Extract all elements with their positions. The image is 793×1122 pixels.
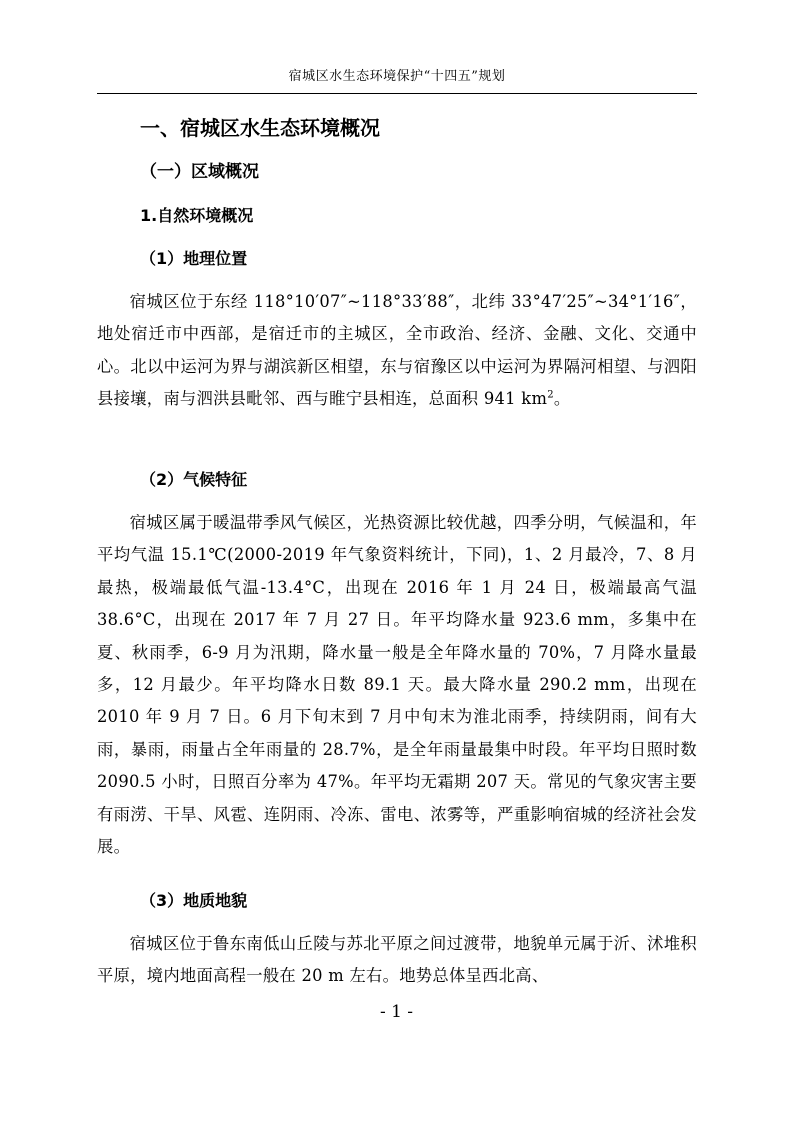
geography-heading: （1）地理位置 <box>140 249 248 268</box>
geology-paragraph: 宿城区位于鲁东南低山丘陵与苏北平原之间过渡带，地貌单元属于沂、沭堆积平原，境内地面高程一般在 20 m 左右。地势总体呈西北高、 <box>97 934 697 986</box>
climate-heading: （2）气候特征 <box>140 470 248 489</box>
running-header: 宿城区水生态环境保护“十四五”规划 <box>288 69 506 84</box>
chapter-heading: 一、宿城区水生态环境概况 <box>140 116 380 140</box>
page-number: - 1 - <box>379 1002 414 1022</box>
header-divider <box>97 93 697 94</box>
geography-tail: 。 <box>553 389 571 409</box>
area-superscript: 2 <box>547 389 554 401</box>
geology-heading: （3）地质地貌 <box>140 891 248 910</box>
climate-paragraph: 宿城区属于暖温带季风气候区，光热资源比较优越，四季分明，气候温和，年平均气温 15.1℃(2000-2019 年气象资料统计，下同)，1、2 月最冷，7、8 月最热，极端最低气温-13.4°C，出现在 2016 年 1 月 24 日，极端最高气温 38.6°C，出现在 2017 年 7 月 27 日。年平均降水量 923.6 mm，多集中在夏、秋雨季，6-9 月为汛期，降水量一般是全年降水量的 70%，7 月降水量最多，12 月最少。年平均降水日数 89.1 天。最大降水量 290.2 mm，出现在 2010 年 9 月 7 日。6 月下旬末到 7 月中旬末为淮北雨季，持续阴雨，间有大雨，暴雨，雨量占全年雨量的 28.7%，是全年雨量最集中时段。年平均日照时数 2090.5 小时，日照百分率为 47%。年平均无霜期 207 天。常见的气象灾害主要有雨涝、干旱、风雹、连阴雨、冷冻、雷电、浓雾等，严重影响宿城的经济社会发展。 <box>97 513 697 857</box>
subsection-heading: 1.自然环境概况 <box>140 206 254 225</box>
geography-text: 宿城区位于东经 118°10′07″~118°33′88″，北纬 33°47′25″~34°1′16″，地处宿迁市中西部，是宿迁市的主城区，全市政治、经济、金融、文化、交通中心。北以中运河为界与湖滨新区相望，东与宿豫区以中运河为界隔河相望、与泗阳县接壤，南与泗洪县毗邻、西与睢宁县相连，总面积 941 km <box>97 292 697 409</box>
geography-paragraph <box>97 286 697 416</box>
section-heading: （一）区域概况 <box>140 162 259 182</box>
